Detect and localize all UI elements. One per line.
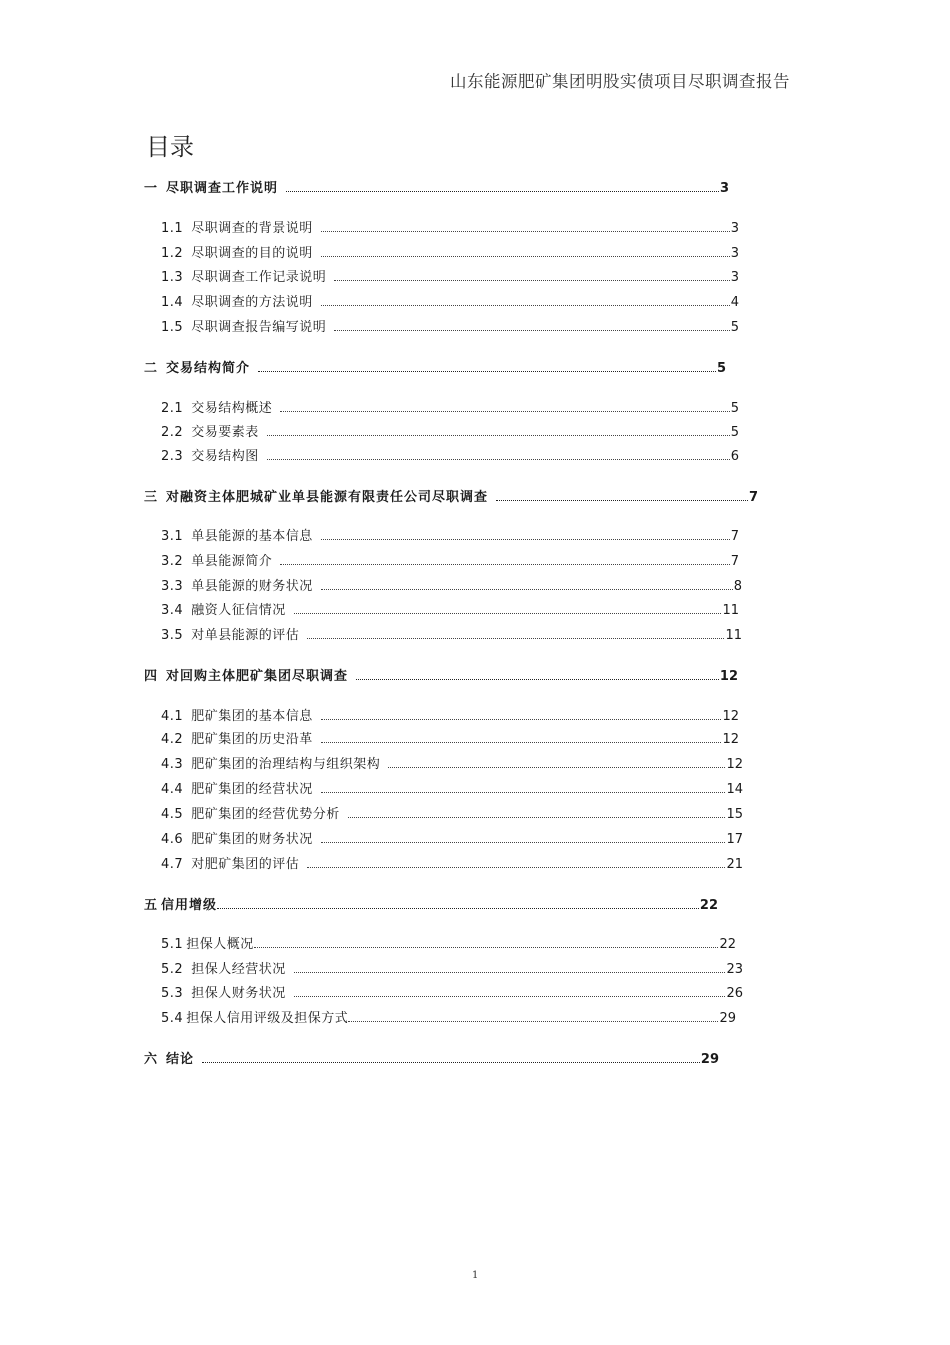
toc-section[interactable] <box>144 894 718 913</box>
entry-title: 尽职调查的方法说明 <box>191 295 313 310</box>
entry-title: 肥矿集团的财务状况 <box>191 832 313 847</box>
dot-leader <box>286 190 719 192</box>
section-number: 六 <box>144 1052 159 1067</box>
dot-leader <box>388 766 725 768</box>
entry-title: 对肥矿集团的评估 <box>191 857 300 872</box>
entry-page: 11 <box>722 603 739 618</box>
entry-number: 2.3 <box>161 449 184 464</box>
dot-leader <box>258 370 716 372</box>
entry-title: 肥矿集团的治理结构与组织架构 <box>191 757 381 772</box>
toc-entry[interactable] <box>161 217 739 236</box>
entry-number: 3.3 <box>161 579 184 594</box>
entry-page: 14 <box>726 782 743 797</box>
entry-page: 29 <box>719 1011 736 1026</box>
entry-number: 1.3 <box>161 270 184 285</box>
entry-title: 尽职调查报告编写说明 <box>191 320 327 335</box>
dot-leader <box>280 563 730 565</box>
entry-number: 5.1 <box>161 937 184 952</box>
dot-leader <box>307 866 725 868</box>
dot-leader <box>202 1061 700 1063</box>
entry-title: 对单县能源的评估 <box>191 628 300 643</box>
entry-title: 肥矿集团的历史沿革 <box>191 732 313 747</box>
dot-leader <box>321 841 726 843</box>
dot-leader <box>334 329 730 331</box>
entry-title: 肥矿集团的基本信息 <box>191 709 313 724</box>
entry-page: 7 <box>730 529 739 544</box>
entry-number: 2.1 <box>161 401 184 416</box>
section-page: 5 <box>716 361 726 376</box>
entry-number: 3.4 <box>161 603 184 618</box>
entry-title: 尽职调查的背景说明 <box>191 221 313 236</box>
toc-section[interactable] <box>144 486 758 505</box>
entry-title: 交易结构图 <box>191 449 259 464</box>
toc-section[interactable] <box>144 1048 719 1067</box>
entry-page: 21 <box>726 857 743 872</box>
toc-entry[interactable] <box>161 397 739 416</box>
section-page: 29 <box>700 1052 719 1067</box>
dot-leader <box>280 410 730 412</box>
entry-page: 8 <box>733 579 742 594</box>
entry-number: 5.2 <box>161 962 184 977</box>
toc-entry[interactable] <box>161 753 743 772</box>
entry-number: 2.2 <box>161 425 184 440</box>
entry-title: 交易结构概述 <box>191 401 273 416</box>
entry-number: 1.4 <box>161 295 184 310</box>
entry-number: 1.5 <box>161 320 184 335</box>
section-number: 一 <box>144 181 159 196</box>
dot-leader <box>321 791 726 793</box>
entry-number: 4.7 <box>161 857 184 872</box>
entry-number: 4.3 <box>161 757 184 772</box>
entry-page: 3 <box>730 221 739 236</box>
dot-leader <box>496 499 748 501</box>
dot-leader <box>267 434 730 436</box>
toc-entry[interactable] <box>161 1007 736 1026</box>
toc-entry[interactable] <box>161 575 742 594</box>
section-title: 交易结构简介 <box>166 361 251 376</box>
entry-page: 12 <box>726 757 743 772</box>
toc-entry[interactable] <box>161 982 743 1001</box>
section-title: 对回购主体肥矿集团尽职调查 <box>166 669 349 684</box>
entry-number: 1.2 <box>161 246 184 261</box>
entry-number: 4.4 <box>161 782 184 797</box>
section-number: 三 <box>144 490 159 505</box>
toc-entry[interactable] <box>161 525 739 544</box>
toc-entry[interactable] <box>161 445 739 464</box>
entry-page: 5 <box>730 320 739 335</box>
toc-entry[interactable] <box>161 291 739 310</box>
entry-page: 3 <box>730 270 739 285</box>
entry-title: 单县能源简介 <box>191 554 273 569</box>
toc-entry[interactable] <box>161 803 743 822</box>
entry-title: 担保人信用评级及担保方式 <box>186 1011 349 1026</box>
entry-page: 3 <box>730 246 739 261</box>
dot-leader <box>294 612 722 614</box>
dot-leader <box>321 255 730 257</box>
entry-page: 17 <box>726 832 743 847</box>
entry-number: 5.3 <box>161 986 184 1001</box>
toc-section[interactable] <box>144 177 729 196</box>
section-title: 尽职调查工作说明 <box>166 181 279 196</box>
page-number: 1 <box>472 1270 479 1281</box>
toc-section[interactable] <box>144 357 726 376</box>
entry-title: 担保人财务状况 <box>191 986 286 1001</box>
section-page: 22 <box>699 898 718 913</box>
dot-leader <box>356 678 719 680</box>
toc-entry[interactable] <box>161 958 743 977</box>
entry-title: 单县能源的财务状况 <box>191 579 313 594</box>
entry-number: 4.6 <box>161 832 184 847</box>
toc-entry[interactable] <box>161 705 739 724</box>
entry-page: 11 <box>725 628 742 643</box>
entry-page: 6 <box>730 449 739 464</box>
toc-entry[interactable] <box>161 778 743 797</box>
dot-leader <box>348 816 726 818</box>
entry-number: 4.1 <box>161 709 184 724</box>
dot-leader <box>307 637 724 639</box>
section-page: 3 <box>719 181 729 196</box>
entry-page: 22 <box>719 937 736 952</box>
dot-leader <box>254 946 719 948</box>
entry-page: 12 <box>722 732 739 747</box>
entry-title: 尽职调查的目的说明 <box>191 246 313 261</box>
toc-entry[interactable] <box>161 933 736 952</box>
dot-leader <box>217 907 699 909</box>
section-number: 二 <box>144 361 159 376</box>
entry-title: 融资人征信情况 <box>191 603 286 618</box>
section-title: 信用增级 <box>161 898 218 913</box>
section-title: 对融资主体肥城矿业单县能源有限责任公司尽职调查 <box>166 490 489 505</box>
entry-number: 3.5 <box>161 628 184 643</box>
dot-leader <box>294 995 726 997</box>
entry-page: 5 <box>730 401 739 416</box>
entry-title: 单县能源的基本信息 <box>191 529 313 544</box>
section-title: 结论 <box>166 1052 195 1067</box>
toc-entry[interactable] <box>161 242 739 261</box>
toc-entry[interactable] <box>161 316 739 335</box>
toc-entry[interactable] <box>161 599 739 618</box>
entry-title: 肥矿集团的经营优势分析 <box>191 807 340 822</box>
dot-leader <box>267 458 730 460</box>
section-number: 五 <box>144 898 159 913</box>
entry-title: 担保人概况 <box>186 937 254 952</box>
entry-number: 3.2 <box>161 554 184 569</box>
entry-title: 交易要素表 <box>191 425 259 440</box>
toc-entry[interactable] <box>161 550 739 569</box>
toc-entry[interactable] <box>161 266 739 285</box>
entry-page: 15 <box>726 807 743 822</box>
toc-entry[interactable] <box>161 421 739 440</box>
dot-leader <box>294 971 726 973</box>
toc-entry[interactable] <box>161 624 742 643</box>
entry-number: 5.4 <box>161 1011 184 1026</box>
toc-entry[interactable] <box>161 828 743 847</box>
entry-page: 23 <box>726 962 743 977</box>
toc-entry[interactable] <box>161 853 743 872</box>
section-number: 四 <box>144 669 159 684</box>
dot-leader <box>321 718 722 720</box>
document-header: 山东能源肥矿集团明股实债项目尽职调查报告 <box>450 72 790 91</box>
toc-title: 目录 <box>146 133 194 161</box>
entry-title: 尽职调查工作记录说明 <box>191 270 327 285</box>
entry-page: 26 <box>726 986 743 1001</box>
dot-leader <box>321 741 722 743</box>
toc-section[interactable] <box>144 665 738 684</box>
entry-page: 7 <box>730 554 739 569</box>
dot-leader <box>334 279 730 281</box>
dot-leader <box>321 588 733 590</box>
dot-leader <box>348 1020 718 1022</box>
entry-title: 担保人经营状况 <box>191 962 286 977</box>
entry-number: 3.1 <box>161 529 184 544</box>
entry-number: 4.5 <box>161 807 184 822</box>
entry-page: 5 <box>730 425 739 440</box>
dot-leader <box>321 230 730 232</box>
entry-title: 肥矿集团的经营状况 <box>191 782 313 797</box>
dot-leader <box>321 538 730 540</box>
dot-leader <box>321 304 730 306</box>
entry-page: 12 <box>722 709 739 724</box>
entry-number: 4.2 <box>161 732 184 747</box>
section-page: 12 <box>719 669 738 684</box>
toc-entry[interactable] <box>161 728 739 747</box>
entry-page: 4 <box>730 295 739 310</box>
entry-number: 1.1 <box>161 221 184 236</box>
section-page: 7 <box>748 490 758 505</box>
